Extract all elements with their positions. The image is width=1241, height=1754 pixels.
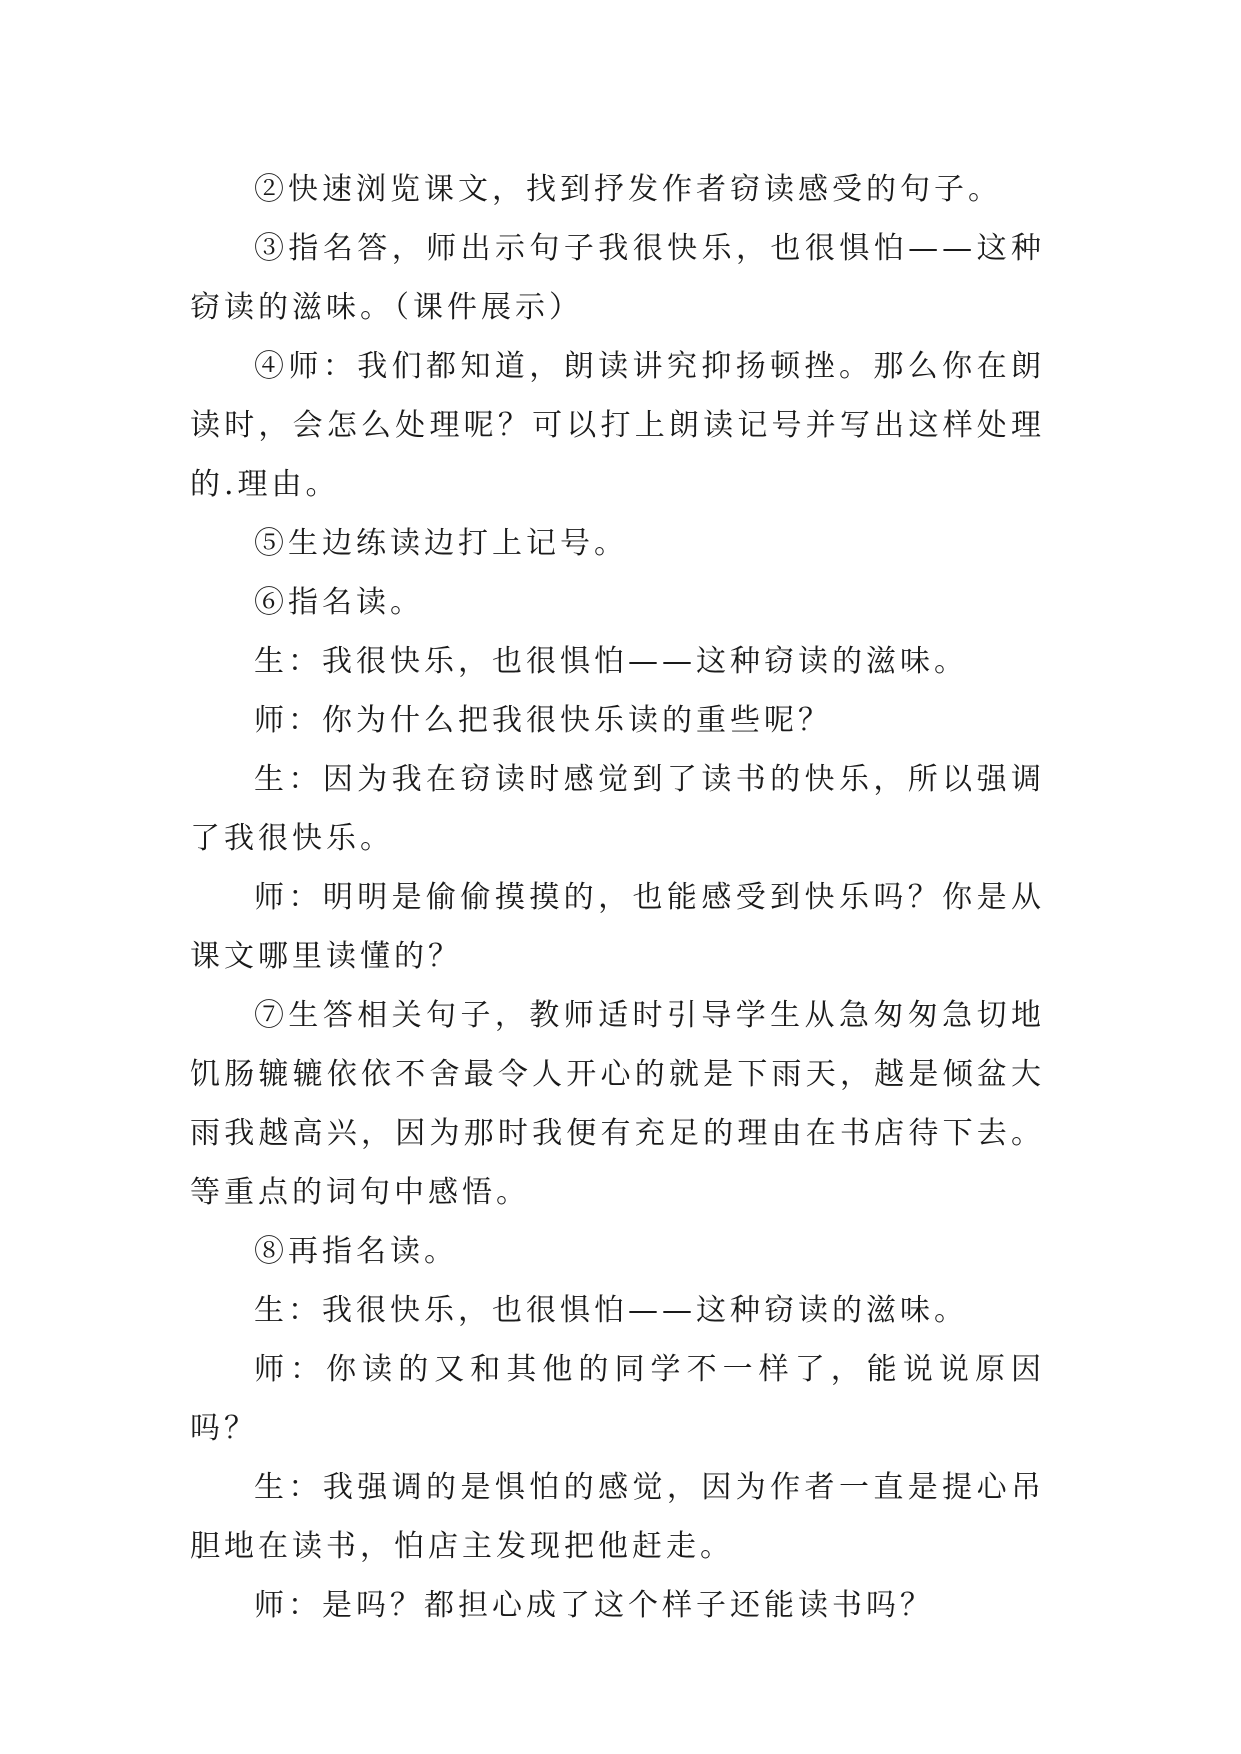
paragraph-teacher-line: 师：你为什么把我很快乐读的重些呢？ bbox=[254, 703, 832, 738]
paragraph-student-line: 生：我强调的是惧怕的感觉，因为作者一直是提心吊胆地在读书，怕店主发现把他赶走。 bbox=[190, 1470, 1045, 1564]
paragraph-teacher-line: 师：明明是偷偷摸摸的，也能感受到快乐吗？你是从课文哪里读懂的？ bbox=[190, 880, 1045, 974]
paragraph-student-line: 生：我很快乐，也很惧怕——这种窃读的滋味。 bbox=[254, 644, 968, 679]
paragraph-teacher-line: 师：是吗？都担心成了这个样子还能读书吗？ bbox=[254, 1588, 934, 1623]
paragraph-student-line: 生：我很快乐，也很惧怕——这种窃读的滋味。 bbox=[254, 1293, 968, 1328]
paragraph-step-5: ⑤生边练读边打上记号。 bbox=[254, 526, 628, 561]
paragraph-step-7: ⑦生答相关句子，教师适时引导学生从急匆匆急切地饥肠辘辘依依不舍最令人开心的就是下雨天，越是倾盆大雨我越高兴，因为那时我便有充足的理由在书店待下去。等重点的词句中感悟。 bbox=[190, 998, 1045, 1210]
paragraph-step-6: ⑥指名读。 bbox=[254, 585, 424, 620]
paragraph-step-4: ④师：我们都知道，朗读讲究抑扬顿挫。那么你在朗读时，会怎么处理呢？可以打上朗读记号并写出这样处理的.理由。 bbox=[190, 349, 1045, 502]
paragraph-teacher-line: 师：你读的又和其他的同学不一样了，能说说原因吗？ bbox=[190, 1352, 1045, 1446]
paragraph-step-2: ②快速浏览课文，找到抒发作者窃读感受的句子。 bbox=[254, 172, 1002, 207]
paragraph-student-line: 生：因为我在窃读时感觉到了读书的快乐，所以强调了我很快乐。 bbox=[190, 762, 1045, 856]
paragraph-step-8: ⑧再指名读。 bbox=[254, 1234, 458, 1269]
document-body bbox=[190, 160, 1045, 1635]
paragraph-step-3: ③指名答，师出示句子我很快乐，也很惧怕——这种窃读的滋味。（课件展示） bbox=[190, 231, 1045, 325]
